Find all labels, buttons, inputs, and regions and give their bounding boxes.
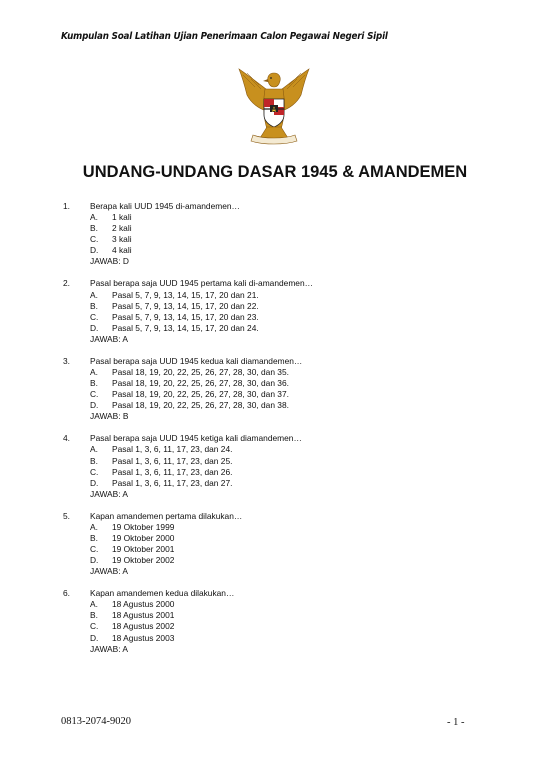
option-b: B. Pasal 1, 3, 6, 11, 17, 23, dan 25. xyxy=(90,455,233,466)
question-number: 1. xyxy=(63,201,70,211)
question-item xyxy=(63,201,503,267)
option-c: C. Pasal 18, 19, 20, 22, 25, 26, 27, 28, 30, dan 37. xyxy=(90,389,289,400)
question-item xyxy=(63,511,503,577)
option-b: B. Pasal 18, 19, 20, 22, 25, 26, 27, 28, 30, dan 36. xyxy=(90,378,289,389)
option-d: D. 19 Oktober 2002 xyxy=(90,555,175,566)
question-number: 5. xyxy=(63,510,70,521)
question-text: Pasal berapa saja UUD 1945 ketiga kali diamandemen… xyxy=(90,433,302,444)
option-d: D. Pasal 18, 19, 20, 22, 25, 26, 27, 28, 30, dan 38. xyxy=(90,400,289,411)
answer-key: JAWAB: A xyxy=(90,488,129,499)
option-a: A. 1 kali xyxy=(90,212,132,223)
question-text: Berapa kali UUD 1945 di-amandemen… xyxy=(90,201,240,211)
option-a: A. Pasal 5, 7, 9, 13, 14, 15, 17, 20 dan 21. xyxy=(90,289,259,300)
option-a: A. Pasal 1, 3, 6, 11, 17, 23, dan 24. xyxy=(90,444,233,455)
question-number: 4. xyxy=(63,433,70,444)
question-number: 3. xyxy=(63,355,70,366)
question-item xyxy=(63,356,503,422)
option-c: C. Pasal 5, 7, 9, 13, 14, 15, 17, 20 dan 23. xyxy=(90,311,259,322)
question-text: Kapan amandemen kedua dilakukan… xyxy=(90,588,235,599)
question-text: Pasal berapa saja UUD 1945 kedua kali diamandemen… xyxy=(90,355,303,366)
garuda-emblem-icon xyxy=(233,65,315,147)
question-item xyxy=(63,278,503,344)
question-text: Kapan amandemen pertama dilakukan… xyxy=(90,510,243,521)
answer-key: JAWAB: B xyxy=(90,411,129,422)
question-item xyxy=(63,588,503,654)
footer-phone: 0813-2074-9020 xyxy=(61,716,131,727)
question-item xyxy=(63,433,503,499)
option-c: C. 18 Agustus 2002 xyxy=(90,621,175,632)
answer-key: JAWAB: A xyxy=(90,333,129,344)
question-list xyxy=(63,201,503,666)
answer-key: JAWAB: D xyxy=(90,256,129,267)
option-c: C. Pasal 1, 3, 6, 11, 17, 23, dan 26. xyxy=(90,466,233,477)
page-header: Kumpulan Soal Latihan Ujian Penerimaan Calon Pegawai Negeri Sipil xyxy=(61,31,388,42)
option-b: B. 18 Agustus 2001 xyxy=(90,610,175,621)
question-number: 6. xyxy=(63,588,70,599)
option-d: D. 18 Agustus 2003 xyxy=(90,632,175,643)
page-title: UNDANG-UNDANG DASAR 1945 & AMANDEMEN xyxy=(82,163,468,181)
option-d: D. Pasal 5, 7, 9, 13, 14, 15, 17, 20 dan 24. xyxy=(90,322,259,333)
option-d: D. Pasal 1, 3, 6, 11, 17, 23, dan 27. xyxy=(90,477,233,488)
question-number: 2. xyxy=(63,278,70,289)
page-number: - 1 - xyxy=(447,717,465,728)
option-d: D. 4 kali xyxy=(90,245,132,256)
option-c: C. 19 Oktober 2001 xyxy=(90,544,175,555)
answer-key: JAWAB: A xyxy=(90,643,129,654)
option-c: C. 3 kali xyxy=(90,234,132,245)
option-a: A. 19 Oktober 1999 xyxy=(90,521,175,532)
option-a: A. Pasal 18, 19, 20, 22, 25, 26, 27, 28, 30, dan 35. xyxy=(90,366,289,377)
option-b: B. Pasal 5, 7, 9, 13, 14, 15, 17, 20 dan 22. xyxy=(90,300,259,311)
option-b: B. 2 kali xyxy=(90,223,132,234)
option-b: B. 19 Oktober 2000 xyxy=(90,532,175,543)
option-a: A. 18 Agustus 2000 xyxy=(90,599,175,610)
answer-key: JAWAB: A xyxy=(90,566,129,577)
question-text: Pasal berapa saja UUD 1945 pertama kali di-amandemen… xyxy=(90,278,313,289)
